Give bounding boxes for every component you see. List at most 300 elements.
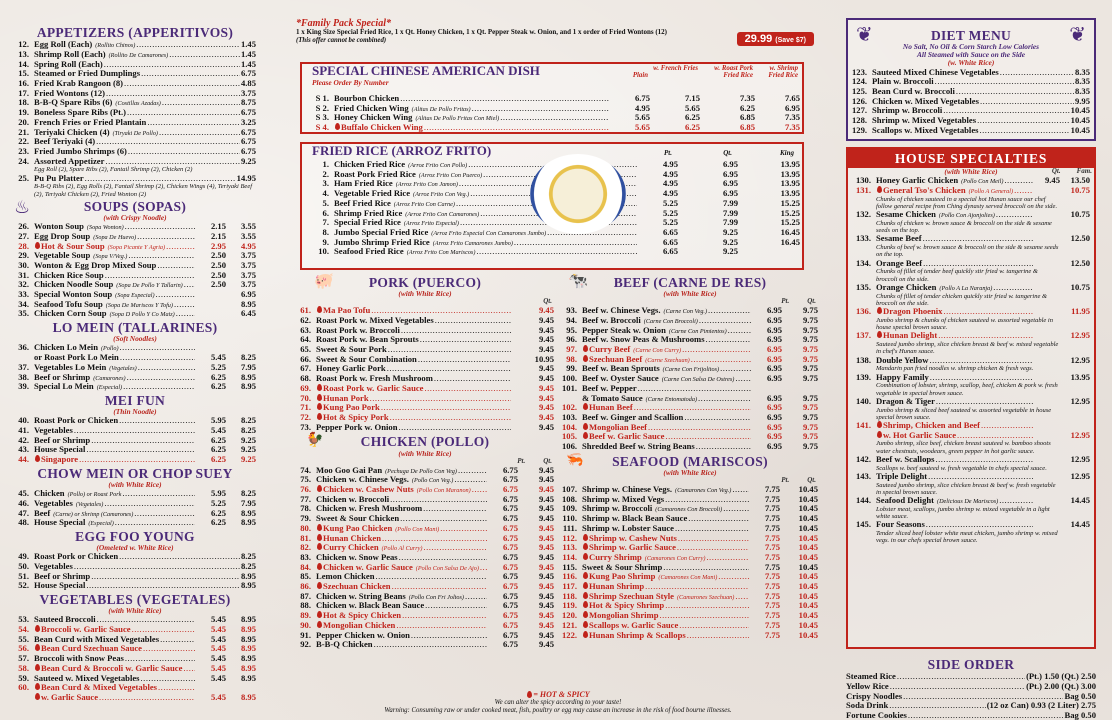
item-name: Spring Roll (Each): [34, 58, 103, 69]
item-number: 127.: [852, 105, 868, 116]
item-spanish: (Camarones): [93, 374, 126, 382]
item-number: S 2.: [315, 102, 329, 113]
seafood-col-pt: Pt.: [781, 476, 790, 485]
dot-leader: [687, 631, 749, 641]
dot-leader: [105, 157, 240, 167]
item-number: 27.: [18, 230, 29, 241]
item-price-qt: 8.95: [240, 381, 256, 392]
item-number: 61.: [300, 305, 311, 316]
item-name: Beef w. Pepper: [582, 382, 637, 393]
menu-item[interactable]: [850, 496, 1090, 506]
item-price-pt: 7.75: [764, 522, 780, 533]
item-price-pt: 5.45: [210, 614, 226, 625]
item-price-qt: 9.75: [802, 402, 818, 413]
item-name: Seafood Fried Rice: [334, 246, 404, 257]
item-name: Beef w. Snow Peas & Mushrooms: [582, 334, 705, 345]
item-number: 4.: [322, 188, 329, 199]
meifun-subtitle: (Thin Noodle): [113, 407, 157, 417]
item-price: (12 oz Can) 0.93 (2 Liter) 2.75: [986, 700, 1096, 711]
veg-subtitle: (with White Rice): [108, 606, 162, 616]
item-price: 6.75: [240, 68, 256, 79]
menu-item[interactable]: [850, 520, 1090, 530]
dot-leader: [500, 113, 609, 123]
item-number: 42.: [18, 434, 29, 445]
pepper-icon: [35, 693, 40, 700]
item-name: Shrimp Roll (Each): [34, 48, 106, 59]
menu-item[interactable]: [850, 431, 1090, 441]
item-price-pt: 6.75: [502, 542, 518, 553]
item-number: 102.: [562, 402, 578, 413]
special-title: SPECIAL CHINESE AMERICAN DISH: [312, 63, 540, 78]
item-price-qt: 9.45: [538, 464, 554, 475]
item-number: 36.: [18, 342, 29, 353]
item-price-qt: 9.75: [802, 411, 818, 422]
item-price: 4.95: [662, 168, 678, 179]
item-number: 32.: [18, 279, 29, 290]
item-price-fam: 12.95: [1070, 429, 1090, 440]
item-price: 6.65: [662, 236, 678, 247]
item-spanish: (Sopa Wonton): [86, 224, 124, 232]
item-price-qt: 10.45: [798, 571, 818, 582]
item-price: 13.95: [780, 188, 800, 199]
dot-leader: [728, 326, 751, 336]
menu-item[interactable]: [14, 581, 256, 591]
dot-leader: [938, 331, 1033, 341]
item-number: 20.: [18, 116, 29, 127]
menu-item[interactable]: [850, 186, 1090, 196]
menu-item[interactable]: [14, 518, 256, 528]
dot-leader: [141, 69, 240, 79]
item-name: Hunan Delight: [883, 330, 938, 341]
item-number: 98.: [566, 353, 577, 364]
menu-item[interactable]: [850, 373, 1090, 383]
item-name: Pu Pu Platter: [34, 172, 84, 183]
chowmein-title: CHOW MEIN OR CHOP SUEY: [37, 465, 233, 481]
item-description: Egg Roll (2), Spare Ribs (2), Fantail Shrimp (2), Chicken (2): [34, 166, 193, 174]
item-price: 5.65: [634, 112, 650, 123]
item-price-qt: 8.25: [240, 415, 256, 426]
pepper-icon: [583, 345, 588, 352]
item-name: Jumbo Special Fried Rice: [334, 226, 429, 237]
item-name: Vegetable Soup: [34, 250, 91, 261]
item-name: Chicken w. Cashew Nuts: [323, 483, 414, 494]
hot-legend: [296, 690, 820, 699]
menu-item[interactable]: [296, 423, 554, 433]
special-col-shrimp: w. Shrimp Fried Rice: [768, 65, 798, 79]
special-headers: [598, 66, 798, 80]
item-price-qt: 8.95: [240, 517, 256, 528]
item-name: Special Fried Rice: [334, 217, 401, 228]
item-name: or Roast Pork Lo Mein: [34, 352, 119, 363]
dot-leader: [735, 374, 751, 384]
item-name: Beef Fried Rice: [334, 197, 391, 208]
item-price-pt: 5.45: [210, 425, 226, 435]
pepper-icon: [583, 355, 588, 362]
dot-leader: [665, 601, 749, 611]
item-price: 9.25: [722, 246, 738, 257]
item-number: 74.: [300, 464, 311, 475]
item-name: Chicken Noodle Soup: [34, 279, 114, 290]
item-price-pt: 6.25: [210, 434, 226, 445]
item-price-qt: 9.45: [538, 344, 554, 355]
item-price-pt: 5.45: [210, 653, 226, 664]
dot-leader: [425, 384, 512, 394]
item-price-qt: 10.45: [798, 551, 818, 562]
item-name: Roast Pork w. Bean Sprouts: [316, 334, 419, 345]
chicken-list: [296, 466, 554, 650]
item-name: Crispy Noodles: [846, 690, 903, 701]
house-box: [846, 147, 1096, 649]
item-price-qt: 9.75: [802, 324, 818, 335]
item-name: Bean Curd & Broccoli w. Garlic Sauce: [41, 662, 183, 673]
item-number: 75.: [300, 474, 311, 485]
dot-leader: [120, 343, 195, 353]
dot-leader: [374, 640, 487, 650]
item-name: Scallops w. Mixed Vegetables: [872, 124, 979, 135]
item-name: Shrimp w. Mixed Vegs: [582, 493, 665, 504]
item-number: 24.: [18, 155, 29, 166]
item-number: 72.: [300, 411, 311, 422]
dot-leader: [157, 261, 195, 271]
item-price-pt: 7.75: [764, 600, 780, 611]
item-number: 79.: [300, 513, 311, 524]
item-price: 7.99: [722, 197, 738, 208]
item-number: 12.: [18, 39, 29, 50]
item-price-qt: 9.45: [538, 305, 554, 316]
item-spanish: (Especial): [88, 520, 114, 528]
item-number: 3.: [322, 178, 329, 189]
item-price: 6.95: [722, 178, 738, 189]
item-name: Chicken Lo Mein: [34, 342, 98, 353]
dot-leader: [706, 335, 751, 345]
item-price-pt: 6.95: [766, 324, 782, 335]
item-price-qt: 9.75: [802, 392, 818, 403]
seafood-col-qt: Qt.: [807, 476, 816, 485]
menu-item[interactable]: [850, 472, 1090, 482]
pepper-icon: [583, 631, 588, 638]
menu-item[interactable]: [310, 247, 800, 257]
dot-leader: [402, 611, 487, 621]
menu-item[interactable]: [850, 234, 1090, 244]
menu-item[interactable]: [14, 174, 256, 184]
item-price: 4.95: [634, 102, 650, 113]
dot-leader: [424, 123, 609, 133]
item-name: Curry Beef: [589, 344, 631, 355]
item-number: 91.: [300, 629, 311, 640]
item-price-qt: 10.45: [798, 561, 818, 572]
item-price-pt: 7.75: [764, 571, 780, 582]
friedrice-headers: [632, 150, 802, 158]
item-price-qt: 9.75: [802, 421, 818, 432]
item-number: 70.: [300, 392, 311, 403]
family-price: 29.99: [744, 33, 773, 45]
menu-item[interactable]: [850, 455, 1090, 465]
item-price-pt: 7.75: [764, 561, 780, 572]
item-name: Roast Pork or Chicken: [34, 551, 119, 562]
dot-leader: [162, 98, 240, 108]
beef-col-qt: Qt.: [807, 297, 816, 306]
item-price: 1.45: [240, 39, 256, 50]
item-price-pt: 6.95: [766, 305, 782, 316]
menu-item[interactable]: [14, 309, 256, 319]
dot-leader: [472, 104, 609, 114]
item-name: Vegetables: [34, 560, 73, 571]
side-item[interactable]: [846, 711, 1096, 720]
item-name: Chicken w. Chinese Vegs.: [316, 474, 409, 485]
item-name: w. Hot Garlic Sauce: [883, 429, 957, 440]
item-name: Honey Garlic Chicken: [876, 175, 959, 186]
dot-leader: [434, 374, 511, 384]
menu-item[interactable]: [562, 442, 818, 452]
item-number: 33.: [18, 289, 29, 300]
item-name: Triple Delight: [876, 470, 928, 481]
menu-item[interactable]: [14, 455, 256, 465]
item-price: 7.35: [784, 122, 800, 133]
item-spanish: (Camarones Con Broccoli): [655, 506, 723, 514]
item-price-qt: 10.45: [798, 629, 818, 640]
item-name: Jumbo Shrimp Fried Rice: [334, 236, 430, 247]
item-price-qt: 9.45: [538, 363, 554, 374]
item-price: 13.95: [780, 168, 800, 179]
dot-leader: [691, 355, 751, 365]
item-price: 8.25: [240, 551, 256, 562]
item-price-fam: 12.95: [1070, 454, 1090, 465]
item-spanish: (Rollito Chinos): [95, 42, 136, 50]
item-price: 9.25: [240, 155, 256, 166]
pepper-icon: [317, 306, 322, 313]
item-price: 7.35: [739, 93, 755, 103]
dot-leader: [105, 271, 195, 281]
pepper-icon: [35, 683, 40, 690]
item-price-fam: 13.95: [1070, 371, 1090, 382]
item-description: Chunks of beef w. brown sauce & broccoli on the side & sesame seeds on the top.: [876, 244, 1059, 259]
item-name: Ham Fried Rice: [334, 178, 393, 189]
item-price-pt: 7.75: [764, 513, 780, 524]
item-number: 6.: [322, 207, 329, 218]
item-description: Lobster meat, scallops, jumbo shrimp w. mixed vegetable in a light white sauce.: [876, 505, 1050, 521]
item-price-qt: 6.45: [240, 308, 256, 319]
menu-item[interactable]: [850, 307, 1090, 317]
menu-item[interactable]: [850, 283, 1090, 293]
item-name: Beef: [34, 507, 51, 518]
item-name: Singapore: [41, 454, 79, 465]
item-name: Boneless Spare Ribs (Pt.): [34, 107, 126, 118]
left-column: [4, 0, 260, 720]
soups-subtitle: (with Crispy Noodle): [103, 212, 167, 222]
dot-leader: [425, 601, 487, 611]
item-price-qt: 9.45: [538, 610, 554, 621]
item-price-qt: 8.95: [240, 672, 256, 683]
item-name: Sweet & Sour Combination: [316, 353, 417, 364]
pepper-icon: [583, 553, 588, 560]
dot-leader: [677, 543, 749, 553]
item-number: 51.: [18, 570, 29, 581]
item-number: 63.: [300, 324, 311, 335]
item-price-pt: 6.75: [502, 610, 518, 621]
item-price-pt: 6.25: [210, 381, 226, 392]
item-description: Chunks of fillet of tender beef quickly stir fried w. tangerine & broccoli on the side.: [876, 268, 1038, 283]
menu-item[interactable]: [850, 210, 1090, 220]
item-price-pt: 5.45: [210, 692, 226, 702]
item-name: Roast Pork or Chicken: [34, 415, 119, 426]
item-price-pt: 2.15: [210, 221, 226, 232]
dot-leader: [476, 247, 637, 257]
item-price-pt: 7.75: [764, 503, 780, 514]
menu-item[interactable]: [562, 631, 818, 641]
side-order: [846, 658, 1096, 720]
dot-leader: [91, 572, 240, 582]
item-price-pt: 6.75: [502, 561, 518, 572]
item-spanish: (Rollito De Camarones): [108, 51, 169, 59]
menu-item[interactable]: [852, 126, 1090, 136]
special-col-plain: Plain: [632, 71, 648, 79]
soups-list: [14, 222, 256, 319]
pepper-icon: [583, 543, 588, 550]
item-price-qt: 9.45: [538, 551, 554, 562]
menu-item[interactable]: [850, 356, 1090, 366]
menu-item[interactable]: [310, 123, 800, 133]
item-spanish: (Arroz Frito Con Veg.): [413, 191, 470, 199]
dot-leader: [169, 50, 240, 60]
item-number: 99.: [566, 363, 577, 374]
pepper-icon: [35, 455, 40, 462]
item-price-fam: 10.75: [1070, 281, 1090, 292]
item-price-pt: 6.75: [502, 619, 518, 630]
item-price-pt: 5.95: [210, 488, 226, 499]
item-price-pt: 6.75: [502, 551, 518, 562]
pepper-icon: [877, 307, 882, 314]
dot-leader: [1014, 186, 1033, 196]
item-number: 110.: [562, 513, 577, 524]
item-name: Seafood Tofu Soup: [34, 298, 103, 309]
item-price-qt: 10.45: [798, 513, 818, 524]
dot-leader: [929, 356, 1033, 366]
family-price-tag: [737, 32, 814, 46]
item-name: Broccoli with Snow Peas: [34, 653, 124, 664]
pepper-icon: [35, 625, 40, 632]
item-spanish: (Pollo Con Meil): [961, 178, 1004, 186]
item-price-qt: 9.45: [538, 392, 554, 403]
item-number: 71.: [300, 402, 311, 413]
item-number: 136.: [855, 306, 871, 317]
item-spanish: (Tiryaki De Pollo): [112, 129, 158, 137]
pepper-icon: [317, 611, 322, 618]
item-name: Sesame Chicken: [876, 209, 936, 220]
item-price: 15.25: [780, 207, 800, 218]
item-name: House Special: [34, 580, 86, 591]
dot-leader: [665, 495, 749, 505]
item-price-qt: 8.25: [240, 488, 256, 499]
dot-leader: [128, 147, 240, 157]
item-price-qt: 9.45: [538, 619, 554, 630]
item-price-pt: 5.25: [210, 497, 226, 508]
item-price: 5.65: [684, 102, 700, 113]
menu-item[interactable]: [14, 157, 256, 167]
item-number: 29.: [18, 250, 29, 261]
item-price-fam: 12.50: [1070, 233, 1090, 244]
item-number: 9.: [322, 236, 329, 247]
dot-leader: [423, 504, 487, 514]
item-price-pt: 6.75: [502, 629, 518, 640]
item-price-pt: 5.45: [210, 643, 226, 654]
dot-leader: [663, 563, 749, 573]
item-name: Beef w. Oyster Sauce: [582, 373, 659, 384]
item-name: Szechuan Beef: [589, 353, 643, 364]
item-spanish: (Arroz Frito Especial): [403, 220, 459, 228]
item-number: 118.: [562, 590, 577, 601]
item-price-pt: 6.75: [502, 532, 518, 543]
dot-leader: [936, 455, 1034, 465]
item-name: Shrimp w. Black Bean Sauce: [582, 513, 688, 524]
item-price-qt: 10.45: [798, 522, 818, 533]
item-price-qt: 9.45: [538, 639, 554, 650]
menu-item[interactable]: [14, 382, 256, 392]
dot-leader: [399, 423, 512, 433]
item-price-qt: 9.45: [538, 503, 554, 514]
house-col-fam: Fam.: [1076, 167, 1092, 176]
item-description: Jumbo shrimp & chunks of chicken sauteed w. assorted vegetable in house special brown sauce.: [876, 316, 1053, 332]
dot-leader: [74, 426, 195, 436]
item-number: 7.: [322, 217, 329, 228]
item-price-qt: 9.45: [538, 324, 554, 335]
item-price-qt: 9.45: [538, 314, 554, 325]
pepper-icon: [583, 534, 588, 541]
item-price: (Pt.) 1.50 (Qt.) 2.50: [1026, 671, 1096, 682]
menu-item[interactable]: [14, 693, 256, 703]
item-number: 39.: [18, 381, 29, 392]
item-number: 126.: [852, 95, 868, 106]
dot-leader: [897, 672, 1025, 682]
item-price-pt: 6.95: [766, 392, 782, 403]
item-spanish: (Pollo Con Ajonjolies): [938, 212, 995, 220]
item-spanish: (Carne Szechuan): [645, 356, 690, 364]
item-number: 50.: [18, 560, 29, 571]
menu-item[interactable]: [296, 640, 554, 650]
item-price-pt: 6.75: [502, 474, 518, 485]
pepper-icon: [335, 123, 340, 130]
family-title: *Family Pack Special*: [296, 18, 391, 29]
item-number: 95.: [566, 324, 577, 335]
chowmein-list: [14, 489, 256, 528]
pepper-icon: [877, 421, 882, 428]
item-name: Honey Garlic Pork: [316, 363, 386, 374]
dot-leader: [423, 543, 487, 553]
item-price-pt: 7.75: [764, 551, 780, 562]
item-price-pt: 6.75: [502, 493, 518, 504]
dot-leader: [134, 509, 195, 519]
item-price-qt: 8.95: [240, 643, 256, 654]
item-spanish: (Sopa Picante Y Agria): [107, 243, 166, 251]
item-name: Moo Goo Gai Pan: [316, 464, 383, 475]
item-price-qt: 3.55: [240, 221, 256, 232]
menu-item[interactable]: [850, 397, 1090, 407]
item-price-qt: 8.95: [240, 662, 256, 673]
dot-leader: [158, 683, 195, 693]
menu-item[interactable]: [850, 331, 1090, 341]
item-number: 103.: [562, 411, 578, 422]
item-name: Chicken Corn Soup: [34, 308, 107, 319]
item-number: 59.: [18, 672, 29, 683]
alter-note: We can alter the spicy according to your taste!: [494, 699, 622, 707]
item-number: 106.: [562, 441, 578, 452]
seafood-title: SEAFOOD (MARISCOS): [612, 453, 768, 469]
item-price-pt: 6.25: [210, 454, 226, 465]
item-spanish: (Arroz Frito Con Carne): [393, 200, 455, 208]
item-number: 30.: [18, 259, 29, 270]
item-price-qt: 10.45: [798, 503, 818, 514]
menu-item[interactable]: [850, 259, 1090, 269]
item-name: Hunan Shrimp: [589, 581, 645, 592]
